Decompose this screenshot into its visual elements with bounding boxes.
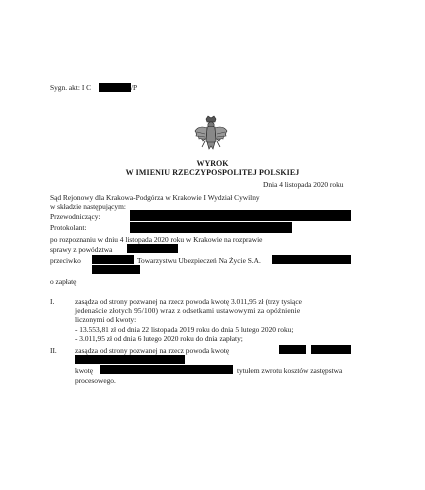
redaction-plaintiff-name — [127, 244, 178, 253]
ruling-item-2-number: II. — [50, 346, 57, 355]
redaction-amount-1-words — [75, 355, 185, 364]
ruling-item-1-bullet2: - 3.011,95 zł od dnia 6 lutego 2020 roku do dnia zapłaty; — [75, 334, 243, 343]
redaction-case-number — [99, 83, 131, 92]
ruling-item-1-line1: zasądza od strony pozwanej na rzecz powoda kwotę 3.011,95 zł (trzy tysiące — [75, 297, 302, 306]
clerk-label: Protokolant: — [50, 223, 87, 232]
ruling-item-1-number: I. — [50, 297, 55, 306]
ruling-item-2-line4: procesowego. — [75, 376, 116, 385]
case-signature-prefix: Sygn. akt: I C — [50, 83, 92, 92]
redaction-defendant-line2 — [92, 265, 140, 274]
defendant-name: Towarzystwu Ubezpieczeń Na Życie S.A. — [137, 256, 261, 265]
plaintiff-line: sprawy z powództwa — [50, 245, 113, 254]
ruling-item-1-bullet1: - 13.553,81 zł od dnia 22 listopada 2019 roku do dnia 5 lutego 2020 roku; — [75, 325, 294, 334]
in-the-name-title: W IMIENIU RZECZYPOSPOLITEJ POLSKIEJ — [125, 168, 300, 177]
case-subject: o zapłatę — [50, 277, 77, 286]
judgment-date: Dnia 4 listopada 2020 roku — [263, 180, 344, 189]
ruling-item-2-line1: zasądza od strony pozwanej na rzecz powoda kwotę — [75, 346, 230, 355]
redaction-clerk-name — [130, 222, 292, 233]
polish-eagle-emblem-icon — [193, 115, 229, 155]
redaction-amount-1a — [279, 345, 306, 354]
redaction-defendant-suffix — [272, 255, 351, 264]
redaction-defendant-prefix — [92, 255, 134, 264]
case-signature-suffix: /P — [131, 83, 138, 92]
hearing-line: po rozpoznaniu w dniu 4 listopada 2020 roku w Krakowie na rozprawie — [50, 235, 263, 244]
against-label: przeciwko — [50, 256, 81, 265]
redaction-amount-1b — [311, 345, 351, 354]
ruling-item-2-line3-prefix: kwotę — [75, 366, 94, 375]
redaction-amount-2 — [100, 365, 233, 374]
ruling-item-1-line3: liczonymi od kwoty: — [75, 315, 137, 324]
ruling-item-1-line2: jedenaście złotych 95/100) wraz z odsetkami ustawowymi za opóźnienie — [75, 306, 301, 315]
ruling-item-2-line3-suffix: tytułem zwrotu kosztów zastępstwa — [237, 366, 343, 375]
chair-label: Przewodniczący: — [50, 212, 101, 221]
court-name: Sąd Rejonowy dla Krakowa-Podgórza w Krakowie I Wydział Cywilny — [50, 193, 260, 202]
composition-label: w składzie następującym: — [50, 202, 126, 211]
verdict-title: WYROK — [196, 159, 229, 168]
redaction-chair-name — [130, 210, 351, 221]
